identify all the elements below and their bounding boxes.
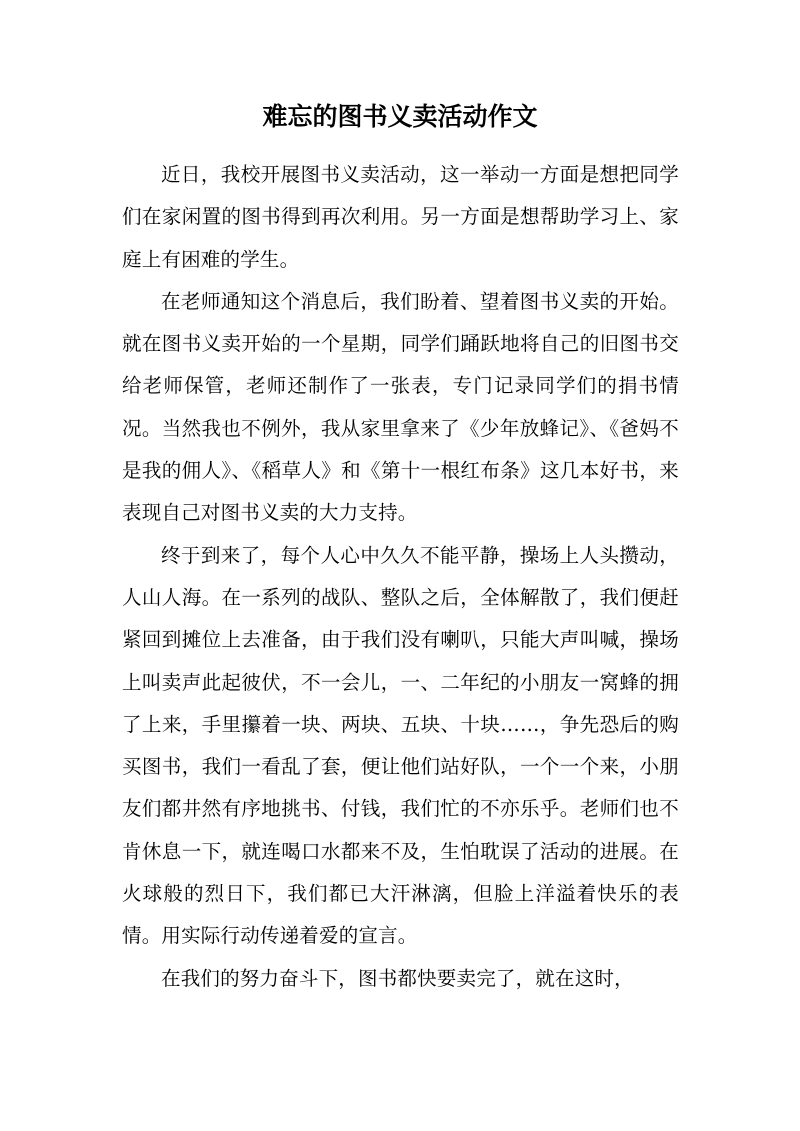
- document-body: [122, 154, 679, 1000]
- paragraph-3: 终于到来了，每个人心中久久不能平静，操场上人头攒动，人山人海。在一系列的战队、整队之后，全体解散了，我们便赶紧回到摊位上去准备，由于我们没有喇叭，只能大声叫喊，操场上叫卖声此起彼伏，不一会儿，一、二年纪的小朋友一窝蜂的拥了上来，手里攥着一块、两块、五块、十块……，争先恐后的购买图书，我们一看乱了套，便让他们站好队，一个一个来，小朋友们都井然有序地挑书、付钱，我们忙的不亦乐乎。老师们也不肯休息一下，就连喝口水都来不及，生怕耽误了活动的进展。在火球般的烈日下，我们都已大汗淋漓，但脸上洋溢着快乐的表情。用实际行动传递着爱的宣言。: [122, 543, 679, 948]
- paragraph-2: 在老师通知这个消息后，我们盼着、望着图书义卖的开始。就在图书义卖开始的一个星期，同学们踊跃地将自己的旧图书交给老师保管，老师还制作了一张表，专门记录同学们的捐书情况。当然我也不例外，我从家里拿来了《少年放蜂记》、《爸妈不是我的佣人》、《稻草人》和《第十一根红布条》这几本好书，来表现自己对图书义卖的大力支持。: [122, 289, 679, 525]
- document-title: 难忘的图书义卖活动作文: [262, 102, 538, 131]
- paragraph-1: 近日，我校开展图书义卖活动，这一举动一方面是想把同学们在家闲置的图书得到再次利用。另一方面是想帮助学习上、家庭上有困难的学生。: [122, 163, 679, 271]
- paragraph-4: 在我们的努力奋斗下，图书都快要卖完了，就在这时，: [161, 966, 634, 990]
